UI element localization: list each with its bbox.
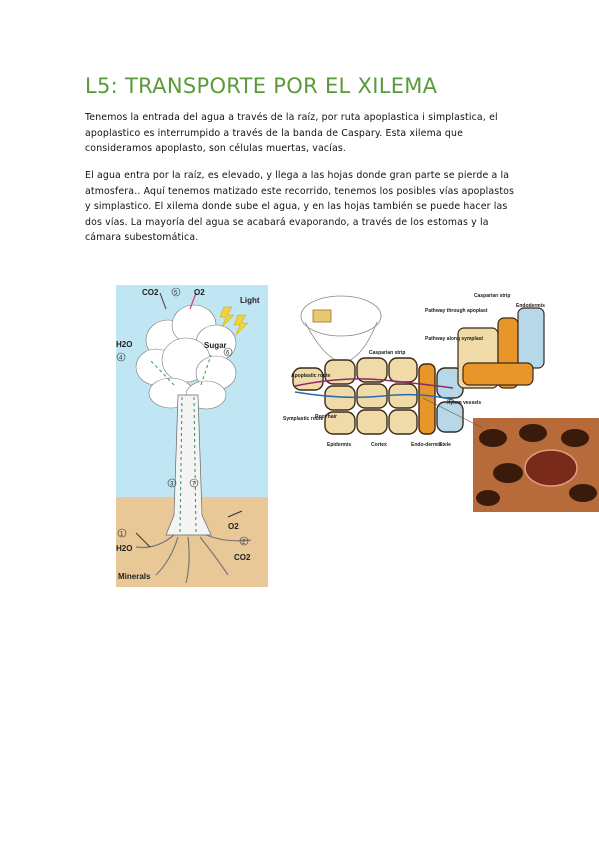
label-co2-bottom: CO2 [234, 553, 251, 562]
label-o2-bottom: O2 [228, 522, 239, 531]
paragraph-1: Tenemos la entrada del agua a través de la raíz, por ruta apoplastica i simplastica, el apoplastico es interrumpido a través de la banda de Caspary. Esta xilema que consideramos apoplasto, son células muertas, vacías. [85, 112, 498, 155]
root-pathway-figure [283, 288, 599, 512]
label-o2-top: O2 [194, 288, 205, 297]
label-n6: 6 [226, 350, 230, 357]
label-n4: 4 [119, 355, 123, 362]
label-n5: 5 [174, 290, 178, 297]
label-pathway-apoplast: Pathway through apoplast [425, 308, 488, 314]
label-casparian-strip-top: Casparian strip [474, 293, 511, 299]
endodermis-block [458, 308, 544, 388]
label-symplastic-route: Symplastic route [283, 416, 324, 422]
label-pathway-symplast: Pathway along symplast [425, 336, 484, 342]
label-stele: Stele [439, 442, 451, 448]
tree-transport-figure [116, 285, 268, 587]
label-casparian-strip-mid: Casparian strip [369, 350, 406, 356]
page-title: L5: TRANSPORTE POR EL XILEMA [85, 74, 438, 98]
label-minerals: Minerals [118, 572, 151, 581]
label-cortex: Cortex [371, 442, 387, 448]
xylem-magnified [473, 418, 599, 512]
label-n2: 2 [242, 539, 246, 546]
label-endodermis-bottom: Endo-dermis [411, 442, 442, 448]
label-light: Light [240, 296, 260, 305]
label-co2-top: CO2 [142, 288, 159, 297]
label-sugar: Sugar [204, 341, 227, 350]
label-h2o-bottom: H2O [116, 544, 133, 553]
label-h2o-left: H2O [116, 340, 133, 349]
label-n3: 3 [170, 481, 174, 488]
label-xylem-vessels: Xylem vessels [447, 400, 482, 406]
label-root-hair: Root hair [315, 414, 337, 420]
label-apoplastic-route: Apoplastic route [291, 373, 331, 379]
label-epidermis: Epidermis [327, 442, 352, 448]
label-n1: 1 [120, 531, 124, 538]
paragraph-2: El agua entra por la raíz, es elevado, y llega a las hojas donde gran parte se pierde a la atmosfera.. Aquí tenemos matizado este recorrido, tenemos los posibles vías apoplastos y simplastico. El xilema donde sube el agua, y en las hojas también se puede hacer las dos vías. La mayoría del agua se acabará evaporando, a través de los estomas y la cámara subestomática. [85, 170, 515, 244]
label-endodermis-top: Endodermis [516, 303, 545, 309]
label-n7: 7 [192, 481, 196, 488]
